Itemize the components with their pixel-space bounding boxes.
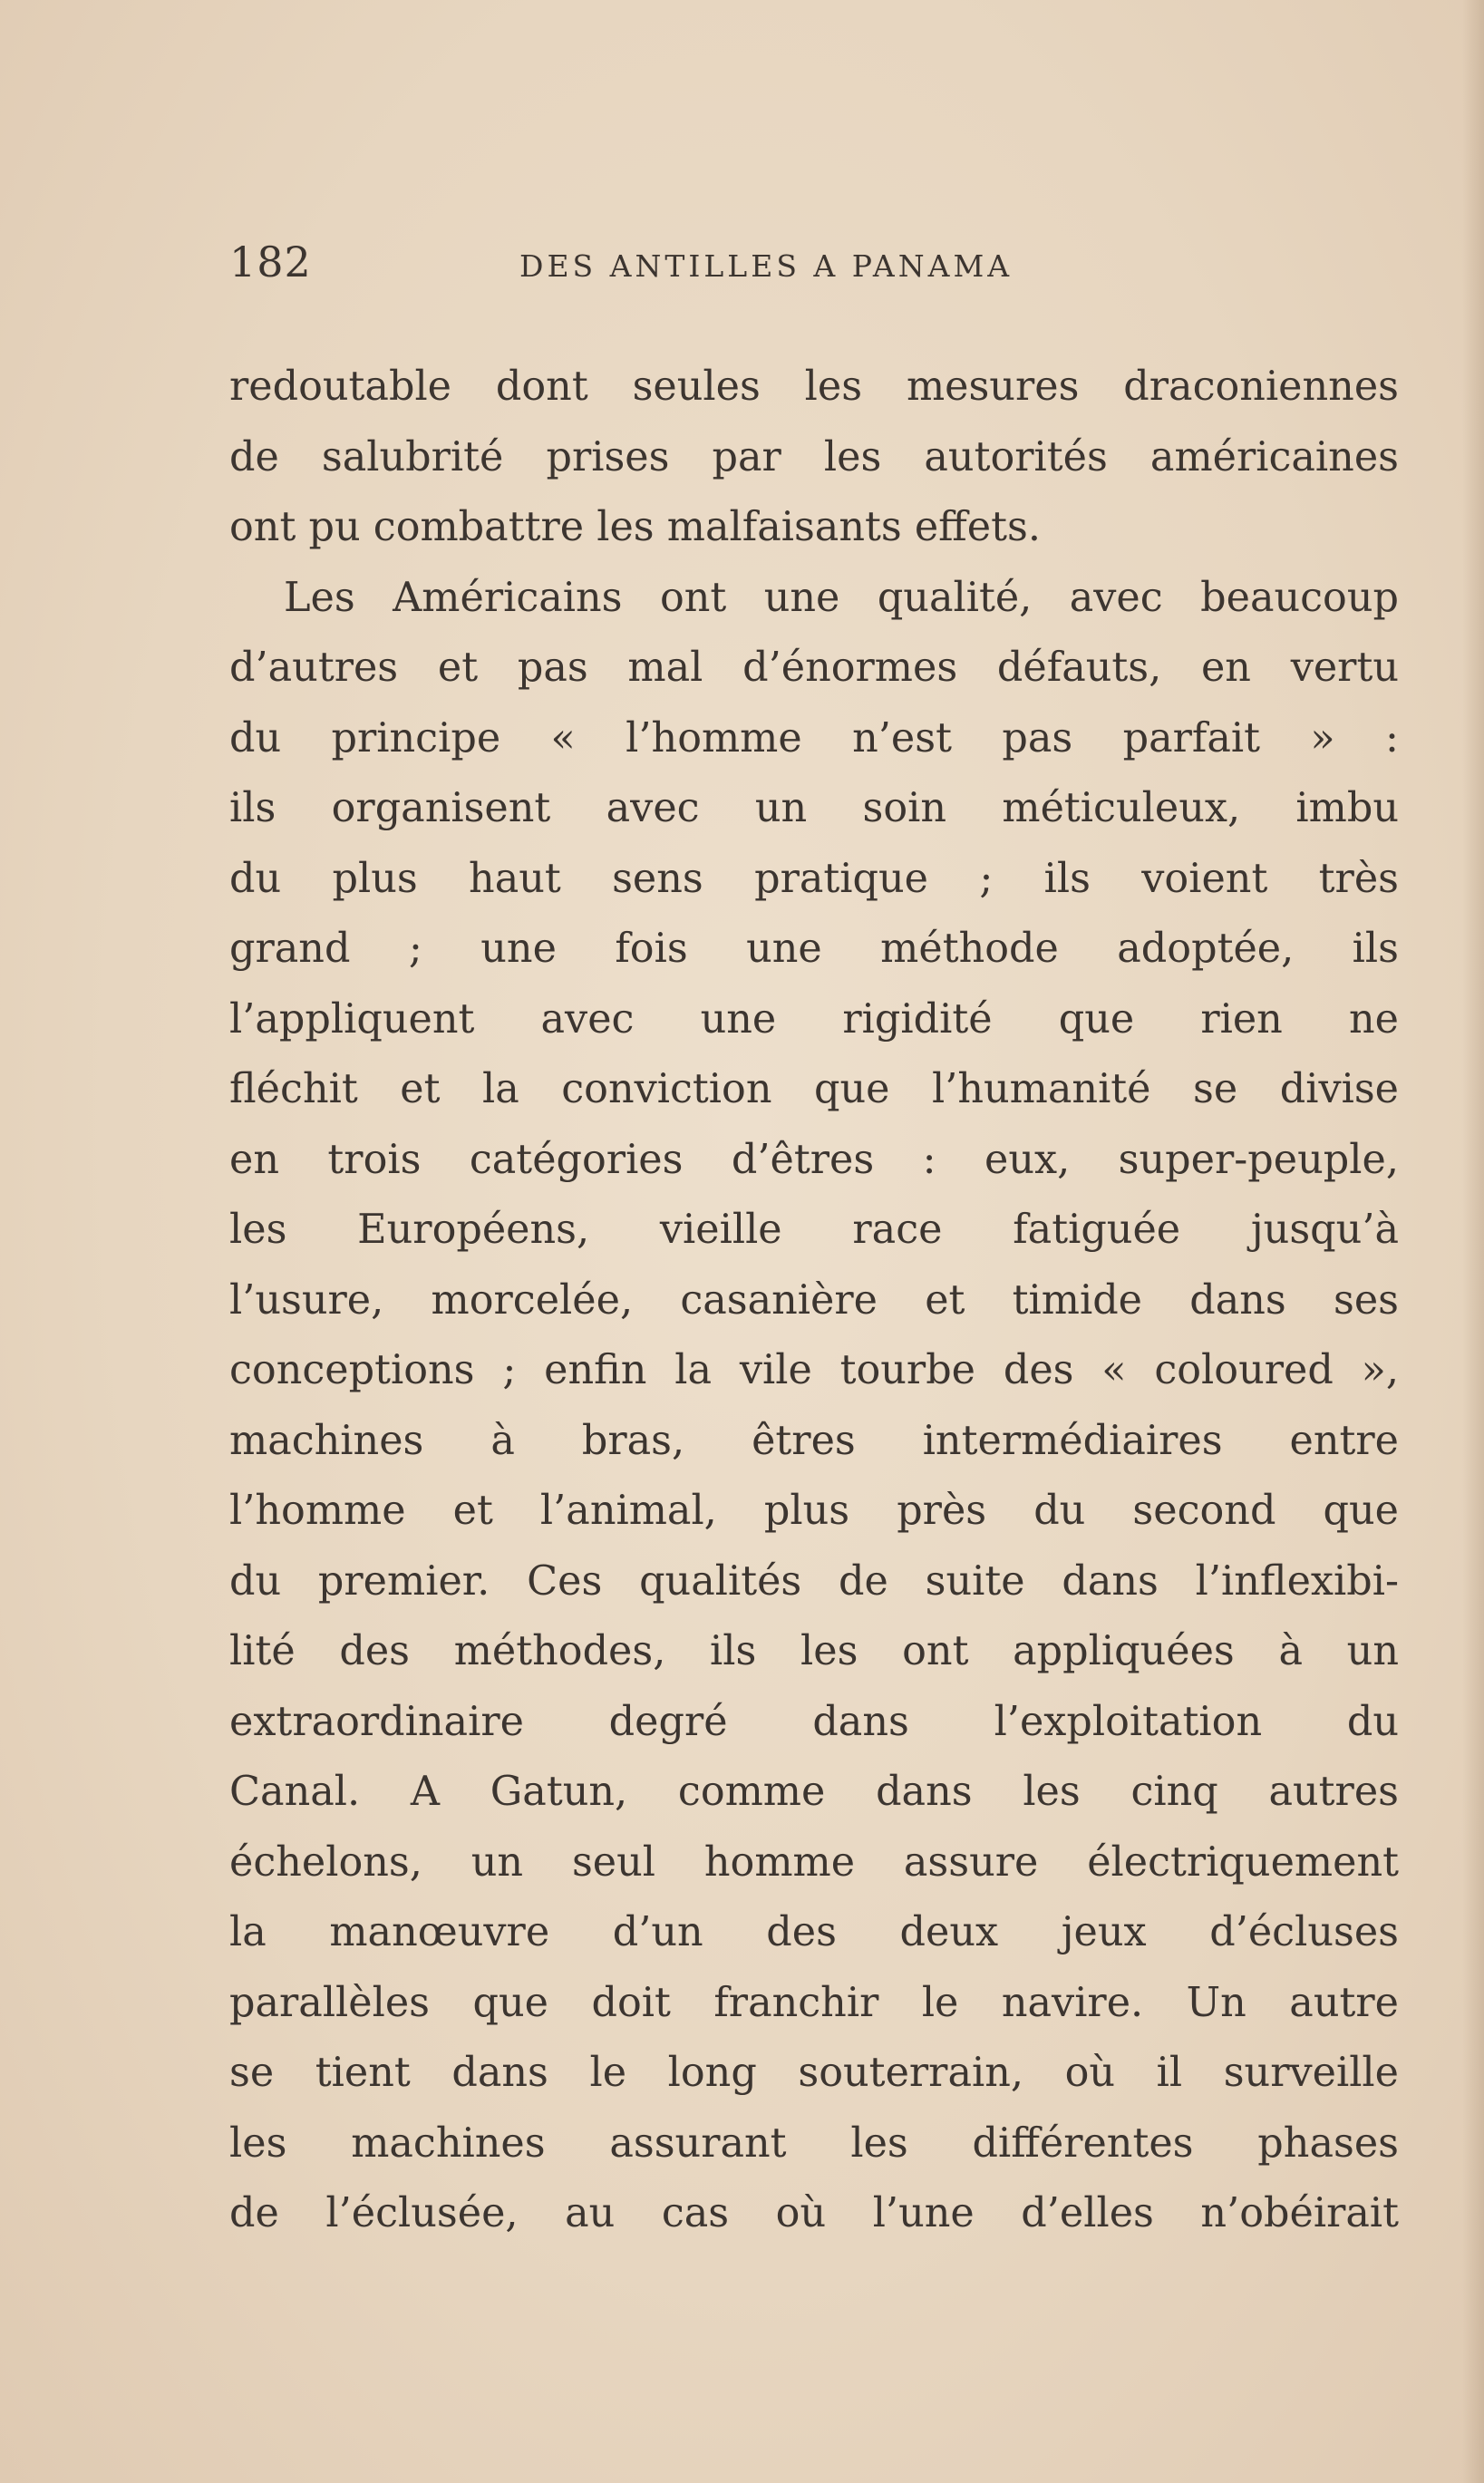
text-line: grand ; une fois une méthode adoptée, ils — [229, 926, 1399, 972]
text-line: du plus haut sens pratique ; ils voient très — [229, 855, 1399, 902]
text-line: lité des méthodes, ils les ont appliquées à un — [229, 1628, 1399, 1674]
text-line: de l’éclusée, au cas où l’une d’elles n’obéirait — [229, 2190, 1399, 2236]
text-line: du premier. Ces qualités de suite dans l’inflexibi- — [229, 1557, 1399, 1605]
text-line: les Européens, vieille race fatiguée jusqu’à — [229, 1207, 1399, 1253]
text-line: ils organisent avec un soin méticuleux, imbu — [229, 785, 1399, 831]
text-line: échelons, un seul homme assure électriquement — [229, 1838, 1399, 1886]
text-line: l’appliquent avec une rigidité que rien ne — [229, 995, 1399, 1043]
text-line: Les Américains ont une qualité, avec beaucoup — [284, 574, 1399, 621]
text-line: ont pu combattre les malfaisants effets. — [229, 504, 1041, 550]
text-line: la manœuvre d’un des deux jeux d’écluses — [229, 1909, 1399, 1955]
text-line: se tient dans le long souterrain, où il surveille — [229, 2050, 1399, 2096]
text-line: extraordinaire degré dans l’exploitation du — [229, 1698, 1399, 1745]
text-line: machines à bras, êtres intermédiaires entre — [229, 1417, 1399, 1464]
page-edge-shadow — [1462, 0, 1484, 2483]
text-line: en trois catégories d’êtres : eux, super-peuple, — [229, 1136, 1399, 1183]
text-line: conceptions ; enfin la vile tourbe des « coloured », — [229, 1347, 1399, 1393]
page-number: 182 — [229, 238, 312, 286]
page-header — [229, 238, 1399, 310]
text-line: du principe « l’homme n’est pas parfait » : — [229, 714, 1399, 761]
text-line: l’homme et l’animal, plus près du second que — [229, 1488, 1399, 1534]
text-line: les machines assurant les différentes phases — [229, 2119, 1399, 2167]
text-line: Canal. A Gatun, comme dans les cinq autres — [229, 1769, 1399, 1815]
text-line: fléchit et la conviction que l’humanité se divise — [229, 1066, 1399, 1112]
text-line: l’usure, morcelée, casanière et timide dans ses — [229, 1276, 1399, 1324]
text-line: redoutable dont seules les mesures draconiennes — [229, 364, 1399, 410]
running-title: DES ANTILLES A PANAMA — [519, 248, 1014, 284]
text-line: d’autres et pas mal d’énormes défauts, en vertu — [229, 645, 1399, 691]
body-text — [229, 352, 1399, 2249]
text-line: de salubrité prises par les autorités américaines — [229, 433, 1399, 480]
text-line: parallèles que doit franchir le navire. Un autre — [229, 1979, 1399, 2026]
